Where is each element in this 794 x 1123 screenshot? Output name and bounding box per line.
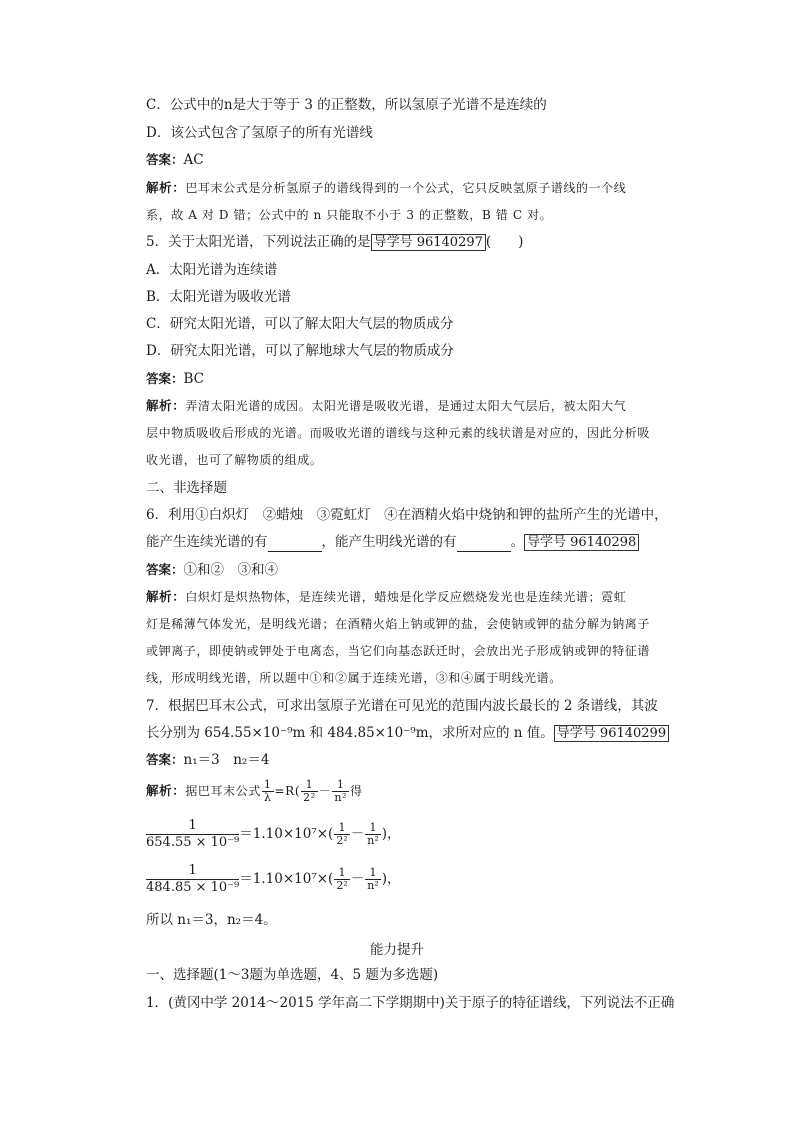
formula-fraction-2sq <box>301 779 318 804</box>
q6-explanation-4: 线，形成明线光谱，所以题中①和②属于连续光谱，③和④属于明线光谱。 <box>146 671 562 685</box>
q5-explanation-3: 收光谱，也可了解物质的组成。 <box>146 453 323 467</box>
q5-option-b: B．太阳光谱为吸收光谱 <box>146 289 291 305</box>
minus-sign: － <box>350 826 365 842</box>
fill-blank-1 <box>268 537 322 552</box>
numerator: 1 <box>334 822 349 835</box>
equation-tail: )， <box>381 871 401 887</box>
numerator: 1 <box>365 822 381 835</box>
answer-label: 答案： <box>146 752 184 767</box>
answer-label: 答案： <box>146 152 184 167</box>
q4-answer <box>146 151 204 169</box>
guide-number: 导学号 96140297 <box>371 234 486 251</box>
q7-answer <box>146 751 269 769</box>
numerator: 1 <box>365 867 381 880</box>
q7-stem-1: 7．根据巴耳末公式，可求出氢原子光谱在可见光的范围内波长最长的 2 条谱线，其波 <box>146 698 658 714</box>
formula-text: =R( <box>274 784 301 798</box>
section-heading-choice: 一、选择题(1～3题为单选题，4、5 题为多选题) <box>146 967 439 983</box>
denominator: 654.55 × 10⁻⁹ <box>146 835 240 850</box>
q5-explanation-1 <box>146 397 626 415</box>
q7-conclusion: 所以 n₁＝3，n₂＝4。 <box>146 912 277 928</box>
explanation-text: 巴耳末公式是分析氢原子的谱线得到的一个公式，它只反映氢原子谱线的一个线 <box>185 181 627 195</box>
q6-stem-2 <box>146 533 639 552</box>
explanation-text: 得 <box>350 784 363 798</box>
q4-explanation-1 <box>146 179 626 197</box>
answer-value: n₁＝3 n₂＝4 <box>183 752 270 768</box>
q7-equation-1 <box>146 818 401 851</box>
explanation-text: 弄清太阳光谱的成因。太阳光谱是吸收光谱，是通过太阳大气层后，被太阳大气 <box>185 399 627 413</box>
q7-stem-2 <box>146 724 669 743</box>
numerator: 1 <box>332 779 349 792</box>
q4-option-c: C．公式中的n是大于等于 3 的正整数，所以氢原子光谱不是连续的 <box>146 97 547 113</box>
guide-number: 导学号 96140299 <box>554 725 669 742</box>
answer-label: 答案： <box>146 562 184 577</box>
denominator: n² <box>367 879 379 892</box>
q5-option-d: D．研究太阳光谱，可以了解地球大气层的物质成分 <box>146 343 454 359</box>
fill-blank-2 <box>457 537 511 552</box>
equation-lhs-fraction <box>146 818 239 851</box>
q6-stem-1: 6．利用①白炽灯 ②蜡烛 ③霓虹灯 ④在酒精火焰中烧钠和钾的盐所产生的光谱中， <box>146 507 668 523</box>
explanation-label: 解析： <box>146 398 186 413</box>
q5-stem <box>146 233 523 252</box>
answer-value: AC <box>183 152 204 168</box>
formula-fraction-lambda <box>262 779 274 804</box>
q6-explanation-1 <box>146 588 626 606</box>
equation-rhs: ＝1.10×10⁷×( <box>239 871 334 887</box>
fraction-nsq <box>365 867 381 892</box>
q5-option-a: A．太阳光谱为连续谱 <box>146 262 278 278</box>
section-heading-nonchoice: 二、非选择题 <box>146 480 227 496</box>
formula-fraction-nsq <box>332 779 349 804</box>
numerator: 1 <box>146 863 239 880</box>
answer-label: 答案： <box>146 371 184 386</box>
explanation-label: 解析： <box>146 589 186 604</box>
q6-stem-part: ，能产生明线光谱的有 <box>321 534 457 550</box>
q5-answer <box>146 370 204 388</box>
denominator: λ <box>263 791 272 804</box>
denominator: n² <box>334 791 348 804</box>
numerator: 1 <box>301 779 318 792</box>
explanation-text: 据巴耳末公式 <box>185 784 261 798</box>
answer-value: ①和② ③和④ <box>183 562 279 578</box>
equation-rhs: ＝1.10×10⁷×( <box>239 826 334 842</box>
denominator: 484.85 × 10⁻⁹ <box>146 880 240 895</box>
numerator: 1 <box>334 867 349 880</box>
section-title: 能力提升 <box>370 942 424 958</box>
fraction-2sq <box>334 822 349 847</box>
denominator: 2² <box>336 834 348 847</box>
explanation-text: 白炽灯是炽热物体，是连续光谱，蜡烛是化学反应燃烧发光也是连续光谱；霓虹 <box>185 590 627 604</box>
denominator: 2² <box>303 791 316 804</box>
numerator: 1 <box>146 818 239 835</box>
q6-explanation-2: 灯是稀薄气体发光，是明线光谱；在酒精火焰上钠或钾的盐，会使钠或钾的盐分解为钠离子 <box>146 617 651 631</box>
answer-value: BC <box>183 371 205 387</box>
denominator: 2² <box>336 879 348 892</box>
q7-explanation-intro <box>146 779 363 804</box>
q6-stem-part: 能产生连续光谱的有 <box>146 534 268 550</box>
q4-option-d: D．该公式包含了氢原子的所有光谱线 <box>146 125 373 141</box>
explanation-label: 解析： <box>146 783 186 798</box>
q6-explanation-3: 或钾离子，即使钠或钾处于电离态，当它们向基态跃迁时，会放出光子形成钠或钾的特征谱 <box>146 644 651 658</box>
numerator: 1 <box>263 778 272 791</box>
q6-answer <box>146 561 278 579</box>
explanation-label: 解析： <box>146 180 186 195</box>
equation-tail: )， <box>381 826 401 842</box>
q5-stem-text: 5．关于太阳光谱，下列说法正确的是 <box>146 234 371 250</box>
denominator: n² <box>367 834 379 847</box>
minus-sign: － <box>350 871 365 887</box>
q6-stem-part: 。 <box>510 534 524 550</box>
minus-sign: － <box>318 784 332 798</box>
q4-explanation-2: 系，故 A 对 D 错；公式中的 n 只能取不小于 3 的正整数，B 错 C 对。 <box>146 208 553 222</box>
fraction-2sq <box>334 867 349 892</box>
q7-stem-text: 长分别为 654.55×10⁻⁹m 和 484.85×10⁻⁹m，求所对应的 n 值。 <box>146 725 554 741</box>
guide-number: 导学号 96140298 <box>524 534 639 551</box>
q5-explanation-2: 层中物质吸收后形成的光谱。而吸收光谱的谱线与这种元素的线状谱是对应的，因此分析吸 <box>146 426 651 440</box>
q7-equation-2 <box>146 863 401 896</box>
fraction-nsq <box>365 822 381 847</box>
q5-option-c: C．研究太阳光谱，可以了解太阳大气层的物质成分 <box>146 316 454 332</box>
next-question-stem: 1．(黄冈中学 2014～2015 学年高二下学期期中)关于原子的特征谱线，下列说法不正确 <box>146 995 675 1011</box>
equation-lhs-fraction <box>146 863 239 896</box>
answer-paren: ( ) <box>485 234 524 250</box>
